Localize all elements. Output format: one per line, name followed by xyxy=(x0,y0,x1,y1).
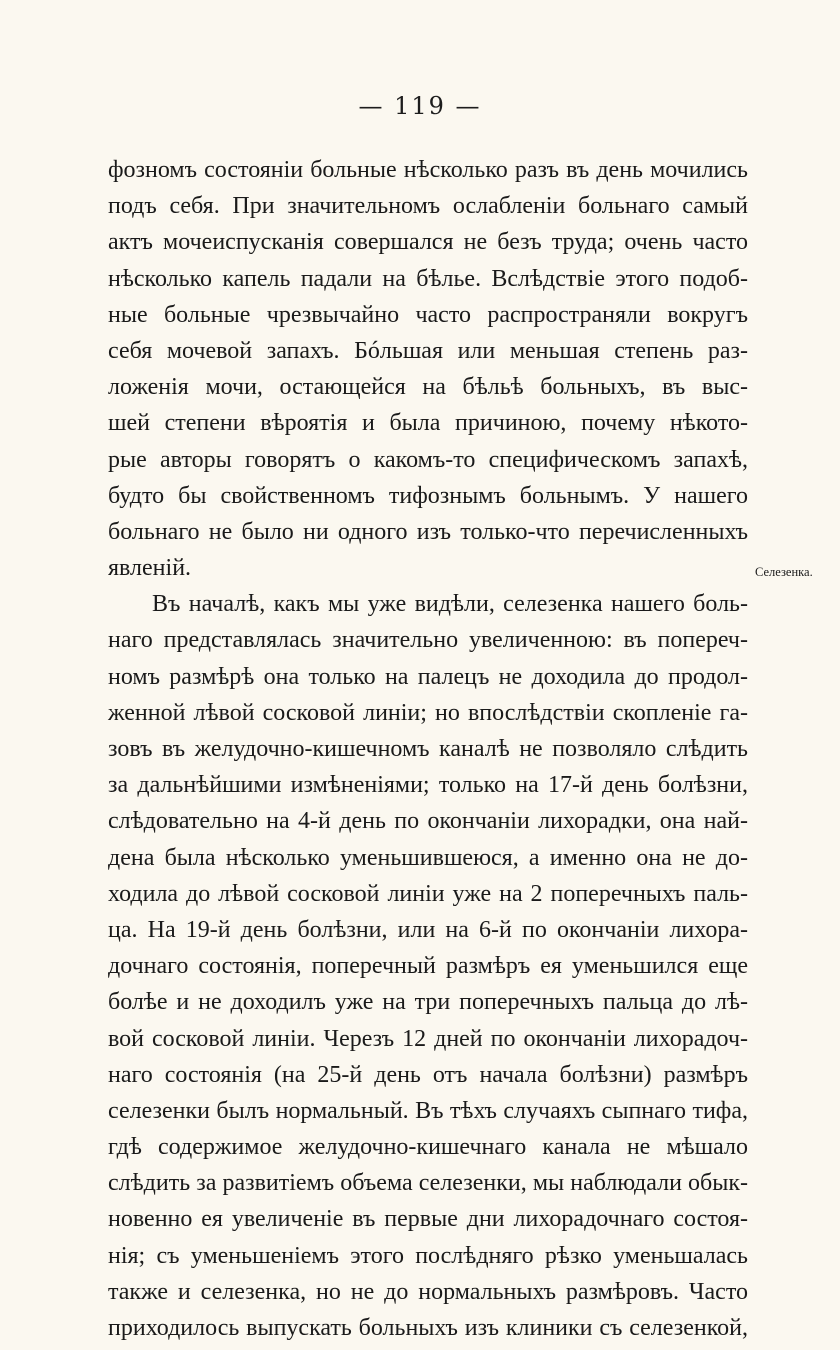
text-line: приходилось выпускать больныхъ изъ клиники съ селезенкой, xyxy=(108,1315,748,1341)
text-line: дена была нѣсколько уменьшившеюся, а именно она не до- xyxy=(108,844,748,871)
text-line: явленiй. xyxy=(108,555,192,582)
text-line: наго состоянiя (на 25-й день отъ начала болѣзни) размѣръ xyxy=(108,1061,748,1088)
text-line: ходила до лѣвой сосковой линiи уже на 2 поперечныхъ паль- xyxy=(108,880,748,907)
margin-note: Селезенка. xyxy=(755,565,813,579)
text-line: себя мочевой запахъ. Бóльшая или меньшая степень раз- xyxy=(108,337,748,364)
text-line: зовъ въ желудочно-кишечномъ каналѣ не позволяло слѣдить xyxy=(108,736,748,762)
text-line: больнаго не было ни одного изъ только-что перечисленныхъ xyxy=(108,518,748,545)
text-line: шей степени вѣроятiя и была причиною, почему нѣкото- xyxy=(108,410,748,437)
text-line: ложенiя мочи, остающейся на бѣльѣ больныхъ, въ выс- xyxy=(108,374,748,401)
text-line: дочнаго состоянiя, поперечный размѣръ ея уменьшился еще xyxy=(108,953,748,980)
text-line: за дальнѣйшими измѣненiями; только на 17-й день болѣзни, xyxy=(108,772,748,799)
text-line: наго представлялась значительно увеличенною: въ попереч- xyxy=(108,627,748,654)
text-line: подъ себя. При значительномъ ослабленiи больнаго самый xyxy=(108,193,748,220)
text-line: селезенки былъ нормальный. Въ тѣхъ случаяхъ сыпнаго тифа, xyxy=(108,1097,748,1124)
text-line: номъ размѣрѣ она только на палецъ не доходила до продол- xyxy=(108,663,748,690)
text-line: слѣдовательно на 4-й день по окончанiи лихорадки, она най- xyxy=(108,808,748,835)
text-line: новенно ея увеличенiе въ первые дни лихорадочнаго состоя- xyxy=(108,1206,748,1233)
text-line: ные больные чрезвычайно часто распространяли вокругъ xyxy=(108,301,748,328)
body-text xyxy=(108,152,748,1346)
text-line: фозномъ состоянiи больные нѣсколько разъ въ день мочились xyxy=(108,157,748,183)
text-line: гдѣ содержимое желудочно-кишечнаго канала не мѣшало xyxy=(108,1134,748,1161)
text-line: вой сосковой линiи. Черезъ 12 дней по окончанiи лихорадоч- xyxy=(108,1025,748,1052)
text-line: слѣдить за развитiемъ объема селезенки, мы наблюдали обык- xyxy=(108,1170,748,1197)
text-line: нiя; съ уменьшенiемъ этого послѣдняго рѣзко уменьшалась xyxy=(108,1242,748,1269)
page-number: — 119 — xyxy=(358,92,482,120)
text-line: рые авторы говорятъ о какомъ-то специфическомъ запахѣ, xyxy=(108,446,748,473)
text-line: нѣсколько капель падали на бѣлье. Вслѣдствiе этого подоб- xyxy=(108,265,748,292)
text-line-paragraph-start: Въ началѣ, какъ мы уже видѣли, селезенка нашего боль- xyxy=(152,591,748,618)
text-line: актъ мочеиспусканiя совершался не безъ труда; очень часто xyxy=(108,229,748,256)
text-line: будто бы свойственномъ тифознымъ больнымъ. У нашего xyxy=(108,482,748,509)
text-line: также и селезенка, но не до нормальныхъ размѣровъ. Часто xyxy=(108,1278,748,1305)
text-line: болѣе и не доходилъ уже на три поперечныхъ пальца до лѣ- xyxy=(108,989,748,1016)
text-line: женной лѣвой сосковой линiи; но впослѣдствiи скопленiе га- xyxy=(108,699,748,726)
text-line: ца. На 19-й день болѣзни, или на 6-й по окончанiи лихора- xyxy=(108,916,748,943)
